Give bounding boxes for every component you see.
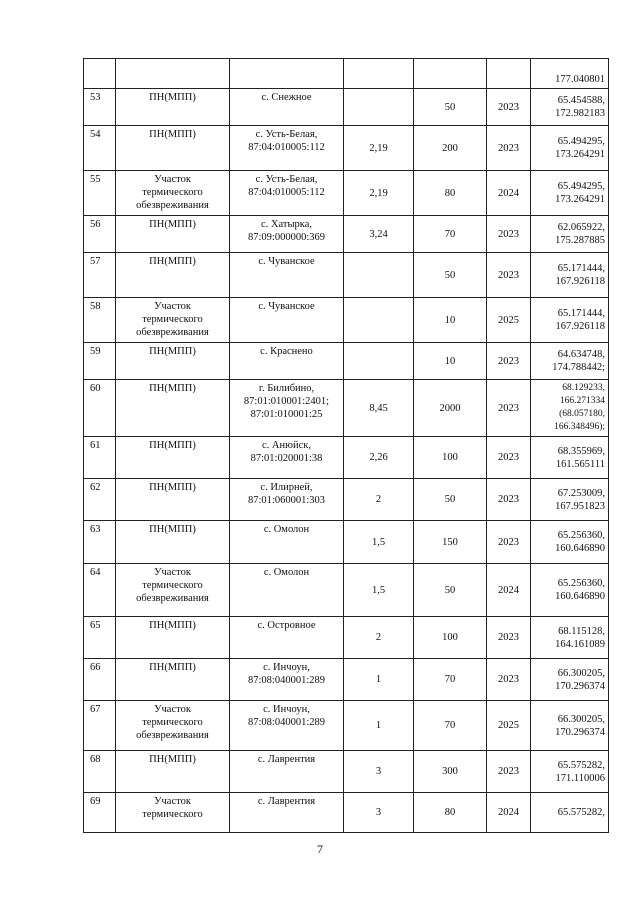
cell-capacity [414, 59, 487, 89]
cell-capacity: 300 [414, 751, 487, 793]
cell-capacity: 70 [414, 701, 487, 751]
cell-coordinates: 66.300205, 170.296374 [531, 659, 609, 701]
cell-num: 53 [84, 89, 116, 126]
cell-year: 2023 [487, 521, 531, 564]
cell-coordinates: 65.494295, 173.264291 [531, 171, 609, 216]
cell-year: 2023 [487, 216, 531, 253]
cell-type: Участок термического [116, 793, 230, 833]
table-row [84, 564, 609, 617]
cell-capacity: 10 [414, 343, 487, 380]
cell-type: ПН(МПП) [116, 751, 230, 793]
cell-year: 2025 [487, 701, 531, 751]
cell-location: с. Лаврентия [230, 751, 344, 793]
cell-location: с. Инчоун, 87:08:040001:289 [230, 701, 344, 751]
cell-year: 2023 [487, 437, 531, 479]
cell-num: 61 [84, 437, 116, 479]
cell-year: 2023 [487, 126, 531, 171]
cell-capacity: 100 [414, 437, 487, 479]
cell-num: 65 [84, 617, 116, 659]
cell-location: с. Снежное [230, 89, 344, 126]
cell-location: с. Анюйск, 87:01:020001:38 [230, 437, 344, 479]
cell-year: 2023 [487, 253, 531, 298]
cell-capacity: 50 [414, 253, 487, 298]
cell-location: с. Островное [230, 617, 344, 659]
cell-coordinates: 65.575282, [531, 793, 609, 833]
cell-year: 2023 [487, 89, 531, 126]
cell-coordinates: 68.129233, 166.271334 (68.057180, 166.348496); [531, 380, 609, 437]
table-row [84, 751, 609, 793]
table-row-continuation [84, 59, 609, 89]
table-row [84, 479, 609, 521]
cell-area: 2,19 [344, 126, 414, 171]
table-row [84, 380, 609, 437]
cell-num: 66 [84, 659, 116, 701]
table-row [84, 126, 609, 171]
cell-num: 58 [84, 298, 116, 343]
cell-area: 8,45 [344, 380, 414, 437]
cell-year: 2024 [487, 171, 531, 216]
cell-num: 64 [84, 564, 116, 617]
cell-type: ПН(МПП) [116, 617, 230, 659]
cell-location: с. Омолон [230, 564, 344, 617]
cell-area: 1,5 [344, 521, 414, 564]
cell-area: 3,24 [344, 216, 414, 253]
cell-area: 2 [344, 479, 414, 521]
cell-type: ПН(МПП) [116, 216, 230, 253]
cell-location: г. Билибино, 87:01:010001:2401; 87:01:010001:25 [230, 380, 344, 437]
table-body [84, 59, 609, 833]
cell-year: 2023 [487, 751, 531, 793]
table-row [84, 298, 609, 343]
cell-area [344, 59, 414, 89]
table-row [84, 253, 609, 298]
cell-location: с. Чуванское [230, 253, 344, 298]
cell-coordinates: 64.634748, 174.788442; [531, 343, 609, 380]
cell-type: ПН(МПП) [116, 437, 230, 479]
cell-type: Участок термического обезвреживания [116, 564, 230, 617]
cell-location: с. Краснено [230, 343, 344, 380]
cell-capacity: 150 [414, 521, 487, 564]
waste-facilities-table [83, 58, 609, 833]
cell-type: ПН(МПП) [116, 253, 230, 298]
cell-num: 62 [84, 479, 116, 521]
cell-year: 2023 [487, 659, 531, 701]
cell-capacity: 10 [414, 298, 487, 343]
cell-area: 2,19 [344, 171, 414, 216]
cell-location: с. Омолон [230, 521, 344, 564]
cell-coordinates: 62.065922, 175.287885 [531, 216, 609, 253]
cell-num: 67 [84, 701, 116, 751]
cell-area: 3 [344, 751, 414, 793]
cell-coordinates: 67.253009, 167.951823 [531, 479, 609, 521]
cell-location: с. Илирней, 87:01:060001:303 [230, 479, 344, 521]
cell-type: Участок термического обезвреживания [116, 298, 230, 343]
cell-coordinates: 65.256360, 160.646890 [531, 521, 609, 564]
cell-type: ПН(МПП) [116, 479, 230, 521]
cell-coordinates: 68.115128, 164.161089 [531, 617, 609, 659]
cell-type: Участок термического обезвреживания [116, 171, 230, 216]
cell-coordinates: 65.256360, 160.646890 [531, 564, 609, 617]
cell-capacity: 50 [414, 89, 487, 126]
cell-capacity: 70 [414, 216, 487, 253]
table-row [84, 437, 609, 479]
cell-area [344, 298, 414, 343]
table-row [84, 216, 609, 253]
table-row [84, 617, 609, 659]
cell-num: 55 [84, 171, 116, 216]
cell-year: 2025 [487, 298, 531, 343]
cell-type: Участок термического обезвреживания [116, 701, 230, 751]
cell-num [84, 59, 116, 89]
cell-num: 60 [84, 380, 116, 437]
cell-location [230, 59, 344, 89]
cell-location: с. Чуванское [230, 298, 344, 343]
cell-type: ПН(МПП) [116, 380, 230, 437]
cell-area: 1 [344, 659, 414, 701]
cell-coordinates: 66.300205, 170.296374 [531, 701, 609, 751]
cell-area [344, 89, 414, 126]
table-row [84, 171, 609, 216]
table-row [84, 659, 609, 701]
cell-type: ПН(МПП) [116, 521, 230, 564]
cell-coordinates: 65.171444, 167.926118 [531, 298, 609, 343]
cell-coordinates: 68.355969, 161.565111 [531, 437, 609, 479]
cell-year: 2023 [487, 343, 531, 380]
cell-year: 2023 [487, 479, 531, 521]
cell-capacity: 50 [414, 564, 487, 617]
cell-capacity: 70 [414, 659, 487, 701]
table-row [84, 343, 609, 380]
cell-num: 69 [84, 793, 116, 833]
cell-year: 2023 [487, 380, 531, 437]
cell-location: с. Усть-Белая, 87:04:010005:112 [230, 171, 344, 216]
cell-coordinates: 65.494295, 173.264291 [531, 126, 609, 171]
cell-year [487, 59, 531, 89]
cell-capacity: 100 [414, 617, 487, 659]
cell-capacity: 80 [414, 793, 487, 833]
cell-coordinates: 65.454588, 172.982183 [531, 89, 609, 126]
cell-location: с. Инчоун, 87:08:040001:289 [230, 659, 344, 701]
cell-capacity: 2000 [414, 380, 487, 437]
table-row [84, 793, 609, 833]
cell-coordinates: 65.171444, 167.926118 [531, 253, 609, 298]
cell-num: 59 [84, 343, 116, 380]
cell-area [344, 343, 414, 380]
table-row [84, 89, 609, 126]
cell-capacity: 50 [414, 479, 487, 521]
cell-type: ПН(МПП) [116, 343, 230, 380]
cell-area: 2 [344, 617, 414, 659]
cell-num: 54 [84, 126, 116, 171]
cell-type: ПН(МПП) [116, 659, 230, 701]
cell-num: 57 [84, 253, 116, 298]
cell-coordinates: 65.575282, 171.110006 [531, 751, 609, 793]
cell-location: с. Хатырка, 87:09:000000:369 [230, 216, 344, 253]
table-row [84, 701, 609, 751]
cell-year: 2024 [487, 793, 531, 833]
page-number: 7 [317, 842, 323, 856]
cell-location: с. Усть-Белая, 87:04:010005:112 [230, 126, 344, 171]
cell-year: 2023 [487, 617, 531, 659]
cell-type [116, 59, 230, 89]
cell-area: 2,26 [344, 437, 414, 479]
cell-location: с. Лаврентия [230, 793, 344, 833]
cell-num: 56 [84, 216, 116, 253]
cell-type: ПН(МПП) [116, 89, 230, 126]
cell-capacity: 200 [414, 126, 487, 171]
cell-area: 1 [344, 701, 414, 751]
table-row [84, 521, 609, 564]
cell-capacity: 80 [414, 171, 487, 216]
cell-area: 1,5 [344, 564, 414, 617]
cell-coordinates: 177.040801 [531, 59, 609, 89]
cell-year: 2024 [487, 564, 531, 617]
cell-num: 63 [84, 521, 116, 564]
cell-type: ПН(МПП) [116, 126, 230, 171]
cell-num: 68 [84, 751, 116, 793]
cell-area: 3 [344, 793, 414, 833]
cell-area [344, 253, 414, 298]
